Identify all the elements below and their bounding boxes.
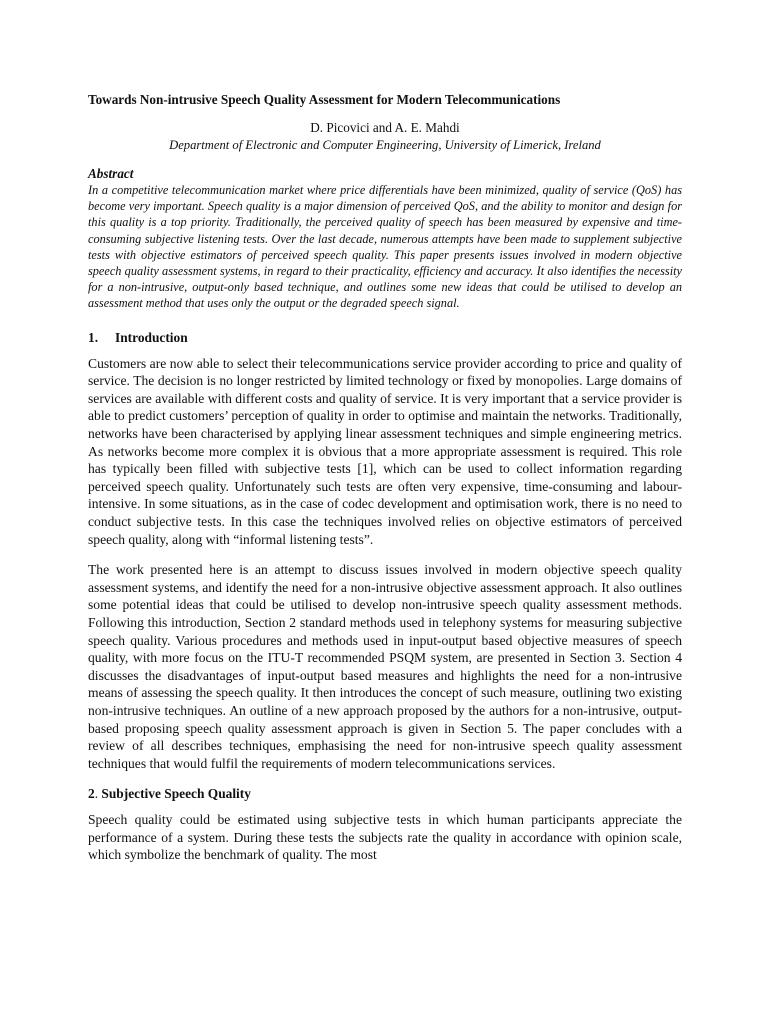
abstract-heading: Abstract <box>88 166 134 181</box>
section-1-heading <box>88 329 682 347</box>
abstract-text: In a competitive telecommunication market where price differentials have been minimized, quality of service (QoS) has become very important. Speech quality is a major dimension of perceived QoS, and the ability to monitor and design for this quality is a top priority. Traditionally, the perceived quality of speech has been measured by expensive and time-consuming subjective listening tests. Over the last decade, numerous attempts have been made to supplement subjective tests with objective estimators of perceived speech quality. This paper presents issues involved in modern objective speech quality assessment systems, in regard to their practicality, efficiency and accuracy. It also identifies the necessity for a non-intrusive, output-only based technique, and outlines some new ideas that could be utilised to develop an assessment method that uses only the output or the degraded speech signal. <box>88 183 682 311</box>
section-2-title: Subjective Speech Quality <box>101 786 251 802</box>
section-2-number: 2 <box>88 786 95 802</box>
section-1-title: Introduction <box>115 329 188 345</box>
section-1-paragraph-2: The work presented here is an attempt to discuss issues involved in modern objective speech quality assessment systems, and identify the need for a non-intrusive objective assessment approach. It also outlines some potential ideas that could be utilised to develop non-intrusive speech quality assessment methods. Following this introduction, Section 2 standard methods used in telephony systems for measuring subjective speech quality. Various procedures and methods used in input-output based objective measures of speech quality, with more focus on the ITU-T recommended PSQM system, are presented in Section 3. Section 4 discusses the disadvantages of input-output based measures and highlights the need for a non-intrusive means of assessing the speech quality. It then introduces the concept of such measure, outlining two existing non-intrusive techniques. An outline of a new approach proposed by the authors for a non-intrusive, output-based proposing speech quality assessment approach is given in Section 5. The paper concludes with a review of all describes techniques, emphasising the need for non-intrusive speech quality assessment techniques that would fulfil the requirements of modern telecommunications services. <box>88 562 682 771</box>
paper-content <box>88 91 682 877</box>
section-2-paragraph-1: Speech quality could be estimated using subjective tests in which human participants appreciate the performance of a system. During these tests the subjects rate the quality in accordance with opinion scale, which symbolize the benchmark of quality. The most <box>88 812 682 863</box>
paper-title: Towards Non-intrusive Speech Quality Assessment for Modern Telecommunications <box>88 92 561 107</box>
section-1-paragraph-1: Customers are now able to select their telecommunications service provider according to price and quality of service. The decision is no longer restricted by limited technology or fixed by monopolies. Large domains of services are available with different costs and quality of service. It is very important that a service provider is able to predict customers’ perception of quality in order to optimise and maintain the networks. Traditionally, networks have been characterised by applying linear assessment techniques and simple engineering metrics. As networks become more complex it is obvious that a more appropriate assessment is required. This role has typically been filled with subjective tests [1], which can be used to collect information regarding perceived speech quality. Unfortunately such tests are often very expensive, time-consuming and labour-intensive. In some situations, as in the case of codec development and optimisation work, there is no need to conduct subjective tests. In this case the techniques involved relies on objective estimators of perceived speech quality, along with “informal listening tests”. <box>88 355 682 547</box>
paper-authors: D. Picovici and A. E. Mahdi <box>310 120 460 135</box>
paper-affiliation: Department of Electronic and Computer Engineering, University of Limerick, Ireland <box>169 138 601 152</box>
section-1-number: 1. <box>88 329 99 345</box>
section-2-heading <box>88 785 682 803</box>
section-2-separator: . <box>94 786 102 802</box>
